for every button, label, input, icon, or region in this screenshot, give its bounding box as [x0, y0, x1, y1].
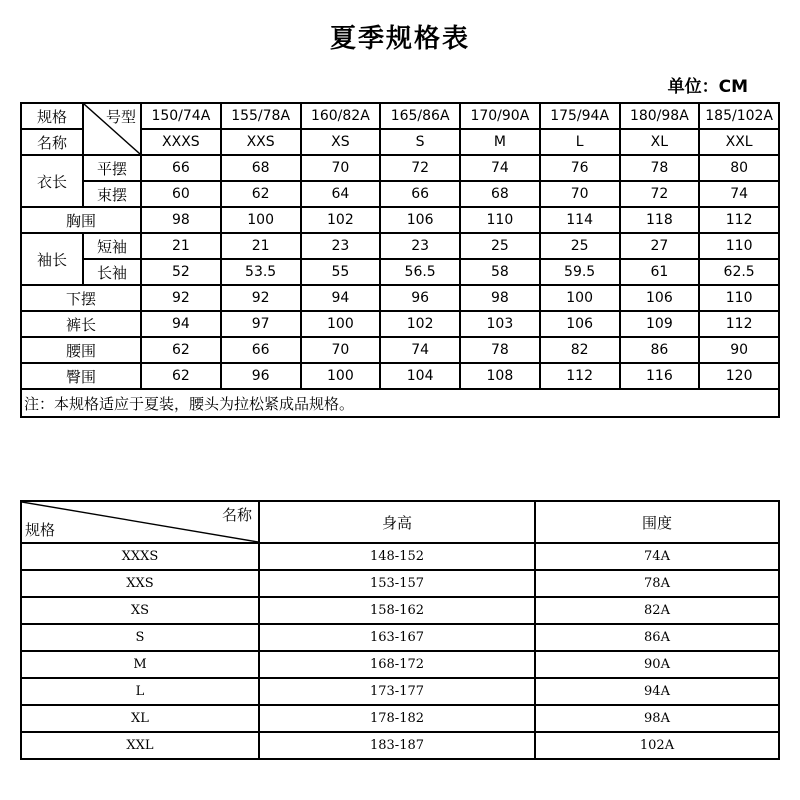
size-header-cell: XL [620, 129, 700, 155]
size-label: L [21, 678, 259, 705]
value-cell: 58 [460, 259, 540, 285]
value-cell: 96 [380, 285, 460, 311]
value-cell: 100 [221, 207, 301, 233]
height-range: 178-182 [259, 705, 535, 732]
row-label: 平摆 [83, 155, 141, 181]
spec-row [21, 337, 779, 363]
height-range: 148-152 [259, 543, 535, 570]
height-range: 168-172 [259, 651, 535, 678]
size-header-cell: L [540, 129, 620, 155]
value-cell: 108 [460, 363, 540, 389]
value-cell: 70 [301, 155, 381, 181]
group-label: 衣长 [21, 155, 83, 207]
spec-row [21, 207, 779, 233]
size-header-cell: XS [301, 129, 381, 155]
size-header-cell: XXL [699, 129, 779, 155]
row-label: 腰围 [21, 337, 141, 363]
value-cell: 62 [141, 363, 221, 389]
girth-value: 74A [535, 543, 779, 570]
value-cell: 112 [699, 207, 779, 233]
value-cell: 74 [460, 155, 540, 181]
value-cell: 62 [221, 181, 301, 207]
note-row [21, 389, 779, 417]
spec-row [21, 363, 779, 389]
spec-table [20, 102, 780, 418]
code-header-cell: 170/90A [460, 103, 540, 129]
corner-label-code: 号型 [105, 108, 136, 126]
height-range: 183-187 [259, 732, 535, 759]
spec-row [21, 259, 779, 285]
value-cell: 74 [380, 337, 460, 363]
value-cell: 100 [301, 363, 381, 389]
size-row [21, 624, 779, 651]
value-cell: 100 [540, 285, 620, 311]
value-cell: 116 [620, 363, 700, 389]
size-row [21, 678, 779, 705]
value-cell: 59.5 [540, 259, 620, 285]
value-cell: 23 [301, 233, 381, 259]
value-cell: 110 [699, 233, 779, 259]
value-cell: 120 [699, 363, 779, 389]
height-range: 173-177 [259, 678, 535, 705]
value-cell: 70 [540, 181, 620, 207]
row-label: 长袖 [83, 259, 141, 285]
value-cell: 110 [699, 285, 779, 311]
value-cell: 68 [221, 155, 301, 181]
value-cell: 66 [141, 155, 221, 181]
value-cell: 110 [460, 207, 540, 233]
size-row [21, 651, 779, 678]
group-label: 袖长 [21, 233, 83, 285]
note-text: 注：本规格适应于夏装，腰头为拉松紧成品规格。 [21, 389, 779, 417]
spec-row [21, 233, 779, 259]
value-cell: 94 [301, 285, 381, 311]
girth-value: 82A [535, 597, 779, 624]
value-cell: 52 [141, 259, 221, 285]
value-cell: 92 [141, 285, 221, 311]
value-cell: 103 [460, 311, 540, 337]
size-table [20, 500, 780, 760]
size-row [21, 732, 779, 759]
value-cell: 92 [221, 285, 301, 311]
spec-header-row [21, 103, 779, 129]
code-header-cell: 165/86A [380, 103, 460, 129]
value-cell: 66 [221, 337, 301, 363]
girth-value: 94A [535, 678, 779, 705]
height-range: 163-167 [259, 624, 535, 651]
value-cell: 109 [620, 311, 700, 337]
value-cell: 100 [301, 311, 381, 337]
size-label: XXXS [21, 543, 259, 570]
girth-value: 78A [535, 570, 779, 597]
value-cell: 72 [380, 155, 460, 181]
value-cell: 72 [620, 181, 700, 207]
corner-label-spec: 规格 [25, 521, 56, 539]
value-cell: 97 [221, 311, 301, 337]
size-label: XL [21, 705, 259, 732]
height-range: 158-162 [259, 597, 535, 624]
spec-corner-bottom-left: 名称 [21, 129, 83, 155]
size-row [21, 543, 779, 570]
value-cell: 21 [221, 233, 301, 259]
value-cell: 61 [620, 259, 700, 285]
corner-label-name: 名称 [221, 506, 252, 524]
value-cell: 98 [460, 285, 540, 311]
code-header-cell: 155/78A [221, 103, 301, 129]
size-label: XXL [21, 732, 259, 759]
row-label: 下摆 [21, 285, 141, 311]
size-header-row [21, 501, 779, 543]
value-cell: 55 [301, 259, 381, 285]
value-cell: 56.5 [380, 259, 460, 285]
value-cell: 74 [699, 181, 779, 207]
value-cell: 25 [460, 233, 540, 259]
value-cell: 112 [699, 311, 779, 337]
value-cell: 60 [141, 181, 221, 207]
code-header-cell: 180/98A [620, 103, 700, 129]
spec-row [21, 181, 779, 207]
row-label: 裤长 [21, 311, 141, 337]
value-cell: 98 [141, 207, 221, 233]
value-cell: 80 [699, 155, 779, 181]
size-column-header: 围度 [535, 501, 779, 543]
value-cell: 62.5 [699, 259, 779, 285]
spec-row [21, 155, 779, 181]
value-cell: 102 [301, 207, 381, 233]
value-cell: 94 [141, 311, 221, 337]
size-row [21, 705, 779, 732]
value-cell: 86 [620, 337, 700, 363]
size-corner-diagonal [21, 501, 259, 543]
girth-value: 102A [535, 732, 779, 759]
value-cell: 62 [141, 337, 221, 363]
value-cell: 104 [380, 363, 460, 389]
girth-value: 90A [535, 651, 779, 678]
code-header-cell: 150/74A [141, 103, 221, 129]
spec-row [21, 285, 779, 311]
size-header-cell: XXS [221, 129, 301, 155]
size-label: S [21, 624, 259, 651]
value-cell: 64 [301, 181, 381, 207]
size-label: M [21, 651, 259, 678]
value-cell: 102 [380, 311, 460, 337]
value-cell: 114 [540, 207, 620, 233]
value-cell: 76 [540, 155, 620, 181]
size-label: XXS [21, 570, 259, 597]
height-range: 153-157 [259, 570, 535, 597]
value-cell: 106 [380, 207, 460, 233]
value-cell: 23 [380, 233, 460, 259]
size-row [21, 597, 779, 624]
row-label: 短袖 [83, 233, 141, 259]
value-cell: 112 [540, 363, 620, 389]
spec-corner-diagonal [83, 103, 141, 155]
value-cell: 106 [620, 285, 700, 311]
value-cell: 21 [141, 233, 221, 259]
value-cell: 106 [540, 311, 620, 337]
code-header-cell: 160/82A [301, 103, 381, 129]
row-label: 臀围 [21, 363, 141, 389]
value-cell: 78 [460, 337, 540, 363]
value-cell: 27 [620, 233, 700, 259]
value-cell: 53.5 [221, 259, 301, 285]
value-cell: 118 [620, 207, 700, 233]
unit-label: 单位：CM [667, 77, 748, 97]
code-header-cell: 185/102A [699, 103, 779, 129]
value-cell: 96 [221, 363, 301, 389]
girth-value: 98A [535, 705, 779, 732]
value-cell: 66 [380, 181, 460, 207]
size-column-header: 身高 [259, 501, 535, 543]
value-cell: 90 [699, 337, 779, 363]
girth-value: 86A [535, 624, 779, 651]
spec-row [21, 311, 779, 337]
row-label: 束摆 [83, 181, 141, 207]
value-cell: 25 [540, 233, 620, 259]
code-header-cell: 175/94A [540, 103, 620, 129]
spec-corner-top-left: 规格 [21, 103, 83, 129]
page-title: 夏季规格表 [329, 24, 470, 54]
row-label: 胸围 [21, 207, 141, 233]
size-header-cell: XXXS [141, 129, 221, 155]
size-label: XS [21, 597, 259, 624]
value-cell: 78 [620, 155, 700, 181]
value-cell: 68 [460, 181, 540, 207]
size-header-cell: M [460, 129, 540, 155]
size-header-cell: S [380, 129, 460, 155]
size-row [21, 570, 779, 597]
value-cell: 70 [301, 337, 381, 363]
value-cell: 82 [540, 337, 620, 363]
